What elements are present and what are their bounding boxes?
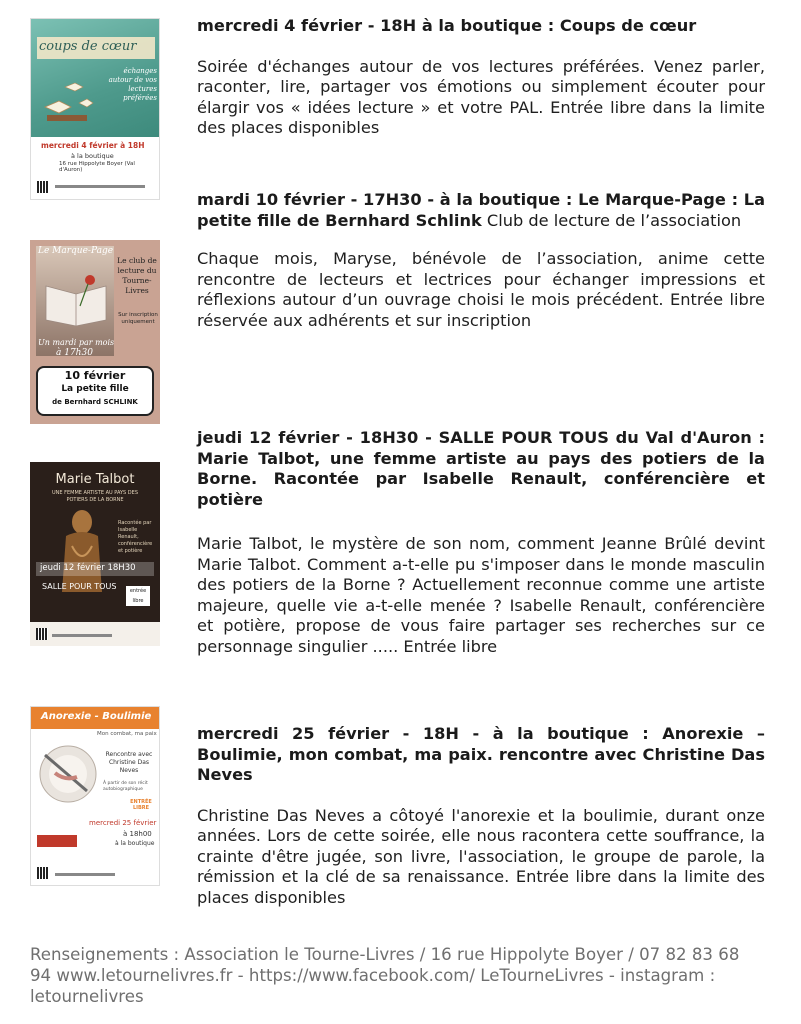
- poster-schedule: Un mardi par mois: [38, 338, 115, 347]
- poster-date: jeudi 12 février 18H30: [40, 563, 136, 573]
- poster-time: à 18h00: [123, 830, 152, 838]
- poster-time: à 17h30: [56, 348, 93, 358]
- poster-anorexie: [30, 706, 160, 886]
- poster-date: 10 février: [64, 369, 126, 382]
- poster-badge: entrée libre: [126, 586, 150, 606]
- poster-inscription: Sur inscription uniquement: [118, 312, 158, 325]
- poster-venue: SALLE POUR TOUS: [42, 582, 117, 591]
- poster-speaker: Racontée par Isabelle Renault, conférencière et potière: [118, 520, 153, 554]
- event-description: Soirée d'échanges autour de vos lectures préférées. Venez parler, raconter, lire, partager vos émotions ou simplement écouter pour élargir vos « idées lecture » et votre PAL. Entrée libre dans la limite des places disponibles: [197, 56, 765, 138]
- event-description: Chaque mois, Maryse, bénévole de l’association, anime cette rencontre de lecteurs et lectrices pour échanger impressions et réflexions autour d’un ouvrage choisi le mois précédent. Entrée libre réservée aux adhérents et sur inscription: [197, 249, 765, 330]
- poster-badge: ENTRÉE LIBRE: [130, 799, 152, 811]
- qr-code-icon: [37, 181, 49, 193]
- event-description: Marie Talbot, le mystère de son nom, comment Jeanne Brûlé devint Marie Talbot. Comment a-t-elle pu s'imposer dans le monde masculin des potiers de la Borne ? Actuellement reconnue comme une artiste majeure, quelle vie a-t-elle menée ? Isabelle Renault, conférencière et potière, propose de vous faire partager ses recherches sur ce personnage singulier ..... Entrée libre: [197, 534, 765, 656]
- poster-guest: Rencontre avec Christine Das Neves: [105, 751, 153, 774]
- qr-code-icon: [37, 867, 49, 879]
- poster-marie-talbot: [30, 462, 160, 646]
- poster-heading: Anorexie - Boulimie: [41, 711, 152, 722]
- poster-club: Le club de lecture du Tourne-Livres: [117, 256, 157, 295]
- poster-marque-page: [30, 240, 160, 424]
- plate-icon: [37, 743, 99, 809]
- poster-author: de Bernhard SCHLINK: [52, 398, 138, 406]
- event-title: mardi 10 février - 17H30 - à la boutique : Le Marque-Page : La petite fille de Bernhard Schlink Club de lecture de l’association: [197, 190, 765, 230]
- poster-coups-de-coeur: [30, 18, 160, 200]
- poster-heading: coups de cœur: [39, 39, 137, 54]
- event-subtitle: Club de lecture de l’association: [481, 210, 742, 230]
- poster-subtext: échanges autour de vos lectures préférées: [108, 67, 157, 102]
- poster-place: à la boutique: [71, 152, 114, 160]
- poster-heading: Le Marque-Page: [38, 246, 114, 256]
- footer-contact: Renseignements : Association le Tourne-Livres / 16 rue Hippolyte Boyer / 07 82 83 68 94 www.letournelivres.fr - https://www.facebook.com/ LeTourneLivres - instagram : letournelivres: [30, 945, 740, 1006]
- poster-date: mercredi 4 février à 18H: [41, 141, 145, 150]
- poster-date: mercredi 25 février: [89, 819, 157, 827]
- event-title: jeudi 12 février - 18H30 - SALLE POUR TOUS du Val d'Auron : Marie Talbot, une femme artiste au pays des potiers de la Borne. Racontée par Isabelle Renault, conférencière et potière: [197, 428, 765, 509]
- tourne-livres-logo: [37, 835, 77, 847]
- poster-heading: Marie Talbot: [55, 472, 135, 487]
- poster-note: À partir de son récit autobiographique: [103, 781, 148, 792]
- poster-subtitle: Mon combat, ma paix: [97, 731, 157, 737]
- event-title: mercredi 4 février - 18H à la boutique : Coups de cœur: [197, 16, 697, 35]
- poster-book: La petite fille: [61, 384, 129, 394]
- book-rose-icon: [42, 266, 112, 330]
- poster-subtitle: UNE FEMME ARTISTE AU PAYS DES POTIERS DE LA BORNE: [52, 490, 138, 503]
- qr-code-icon: [36, 628, 48, 640]
- flying-books-icon: [41, 73, 97, 123]
- event-description: Christine Das Neves a côtoyé l'anorexie et la boulimie, durant onze années. Lors de cette soirée, elle nous racontera cette souffrance, la crainte d'être jugée, son livre, l'association, le groupe de parole, la rémission et la clé de sa renaissance. Entrée libre dans la limite des places disponibles: [197, 805, 765, 907]
- poster-place: à la boutique: [115, 840, 155, 847]
- poster-address: 16 rue Hippolyte Boyer (Val d'Auron): [59, 161, 135, 173]
- event-title: mercredi 25 février - 18H - à la boutique : Anorexie – Boulimie, mon combat, ma paix. rencontre avec Christine Das Neves: [197, 724, 765, 784]
